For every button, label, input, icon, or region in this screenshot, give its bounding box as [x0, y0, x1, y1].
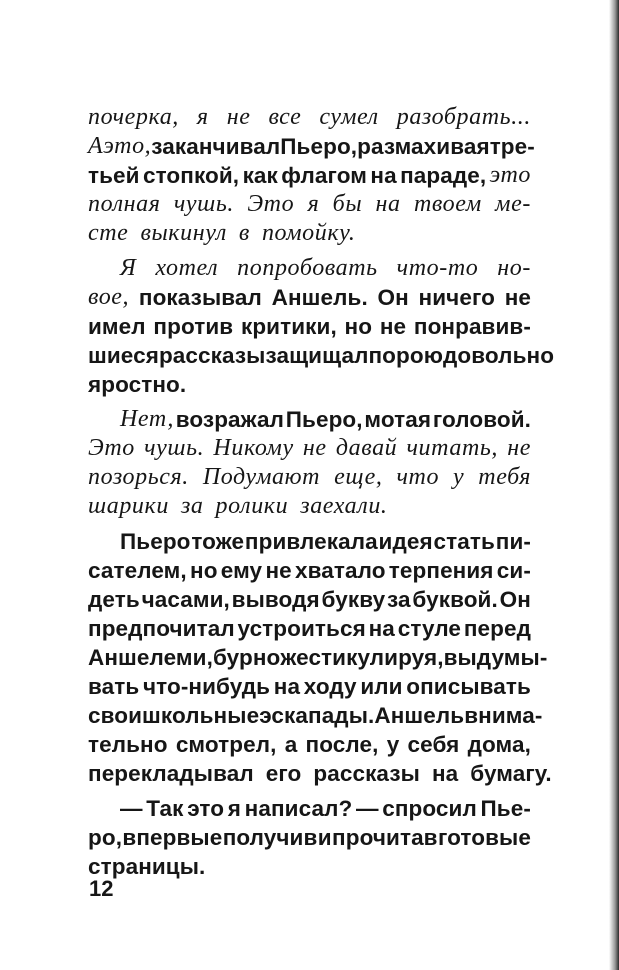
word: буквой. [412, 587, 498, 612]
text-line [88, 341, 555, 370]
word: почерка, [88, 104, 179, 130]
text-line [88, 556, 531, 585]
word: хватало [295, 558, 386, 583]
text-line [88, 190, 531, 219]
word: Пьеро, [285, 407, 363, 432]
word: часами, [141, 587, 230, 612]
word: мотая [364, 407, 432, 432]
word: что-нибудь [142, 674, 271, 699]
word: си- [496, 558, 531, 583]
word: ничего [418, 285, 495, 310]
word: Аншелем [88, 645, 193, 670]
body-text [88, 103, 555, 881]
word: перед [463, 616, 531, 641]
word: на [370, 163, 397, 188]
word: бумагу. [470, 761, 552, 786]
word: шарики [88, 493, 169, 519]
word: Он [499, 587, 531, 612]
word: как [242, 163, 278, 188]
word: дома, [467, 732, 531, 757]
text-line [88, 701, 543, 730]
word: смотрел, [175, 732, 277, 757]
word: порою [368, 343, 444, 368]
text-line [88, 161, 531, 190]
word: заканчивал [151, 134, 281, 159]
word: я [227, 796, 241, 821]
word: написал? [244, 796, 353, 821]
word: ему [220, 558, 263, 583]
word: я [196, 104, 209, 130]
word: размахивая [357, 134, 490, 159]
text-line [88, 103, 531, 132]
text-line [88, 852, 531, 881]
word: критики, [240, 314, 337, 339]
text-line [88, 312, 531, 341]
word: Пьеро, [280, 134, 358, 159]
word: спросил [382, 796, 477, 821]
word: Подумают [202, 464, 321, 490]
word: чушь. [144, 435, 205, 461]
word: описывать [406, 674, 531, 699]
word: в [238, 220, 250, 246]
word: но [344, 314, 373, 339]
word: полная [88, 191, 161, 217]
word: имел [88, 314, 146, 339]
word: Это [247, 191, 295, 217]
word: привлекала [244, 529, 378, 554]
word: после, [305, 732, 379, 757]
word: не [265, 558, 292, 583]
word: возражал [175, 407, 285, 432]
word: давай [335, 435, 398, 461]
word: это [489, 162, 531, 188]
word: сателем, [88, 558, 187, 583]
word: предпочитал [88, 616, 235, 641]
text-line [88, 434, 531, 463]
page-number: 12 [89, 876, 114, 901]
text-line [88, 585, 531, 614]
word: чушь. [173, 191, 235, 217]
word: и, [192, 645, 213, 670]
word: не [226, 104, 251, 130]
word: тоже [191, 529, 245, 554]
text-line [88, 219, 531, 248]
word: выкинул [140, 220, 227, 246]
word: тьей [88, 163, 140, 188]
word: впервые [122, 825, 223, 850]
word: за [180, 493, 204, 519]
word: стуле [397, 616, 462, 641]
text-line [88, 405, 531, 434]
word: букву [321, 587, 386, 612]
text-line [88, 643, 548, 672]
word: бы [332, 191, 363, 217]
word: ме- [495, 191, 531, 217]
word: помойку. [261, 220, 356, 246]
word: выводя [231, 587, 320, 612]
word: рассказы [313, 761, 420, 786]
word: Он [377, 285, 409, 310]
word: стопкой, [143, 163, 240, 188]
word: свои [88, 703, 143, 728]
word: не [504, 285, 531, 310]
text-line [88, 527, 531, 556]
word: себя [407, 732, 460, 757]
word: готовые [437, 825, 531, 850]
word: ро, [88, 825, 123, 850]
word: попробовать [237, 255, 378, 281]
word: пи- [495, 529, 531, 554]
word: Нет, [120, 406, 174, 432]
word: А [88, 133, 104, 159]
text-line [88, 370, 531, 399]
text-line [88, 794, 531, 823]
word: против [153, 314, 234, 339]
word: но- [497, 255, 531, 281]
word: головой. [432, 407, 531, 432]
word: позорься. [88, 464, 189, 490]
word: ходу [303, 674, 357, 699]
word: внима- [464, 703, 543, 728]
word: перекладывал [88, 761, 254, 786]
word: получив [222, 825, 318, 850]
word: устроиться [237, 616, 366, 641]
word: но [190, 558, 218, 583]
text-line [88, 823, 531, 852]
word: идея [378, 529, 433, 554]
text-line [88, 132, 535, 161]
word: Никому [213, 435, 294, 461]
word: эскапады. [259, 703, 375, 728]
word: довольно [443, 343, 555, 368]
word: и [317, 825, 332, 850]
word: заехали. [300, 493, 388, 519]
word: тре- [489, 134, 535, 159]
word: на [368, 616, 395, 641]
word: Пье- [480, 796, 531, 821]
word: это [187, 796, 225, 821]
word: Аншель [374, 703, 465, 728]
word: не [379, 314, 407, 339]
word: за [386, 587, 411, 612]
word: бурно [212, 645, 281, 670]
word: Я [120, 255, 137, 281]
word: сте [88, 220, 129, 246]
word: еще, [334, 464, 383, 490]
word: показывал [138, 285, 262, 310]
word: вое, [88, 284, 130, 310]
word: рассказы [158, 343, 266, 368]
word: Это [88, 435, 135, 461]
word: шиеся [88, 343, 159, 368]
word: хотел [155, 255, 219, 281]
word: прочитав [332, 825, 438, 850]
word: его [265, 761, 302, 786]
word: сумел [319, 104, 379, 130]
word: Аншель. [271, 285, 368, 310]
word: тебя [478, 464, 531, 490]
text-line [88, 492, 531, 521]
word: у [453, 464, 465, 490]
word: или [360, 674, 403, 699]
word: твоем [414, 191, 482, 217]
word: страницы. [88, 854, 206, 879]
text-line [88, 283, 531, 312]
text-line [88, 672, 531, 701]
page-edge-shadow [609, 0, 619, 970]
word: ролики [215, 493, 289, 519]
word: не [302, 435, 327, 461]
word: яростно. [88, 372, 187, 397]
text-line [88, 254, 531, 283]
word: флагом [281, 163, 367, 188]
text-line [88, 759, 552, 788]
text-line [88, 463, 531, 492]
word: что-то [396, 255, 479, 281]
word: что [396, 464, 440, 490]
text-line [88, 614, 531, 643]
word: — [120, 796, 143, 821]
word: стать [433, 529, 495, 554]
word: читать, [406, 435, 499, 461]
word: разобрать... [396, 104, 531, 130]
word: не [507, 435, 531, 461]
word: школьные [142, 703, 260, 728]
word: терпения [388, 558, 494, 583]
word: понравив- [413, 314, 531, 339]
word: Так [146, 796, 184, 821]
word: жестикулируя, [280, 645, 444, 670]
word: Пьеро [120, 529, 191, 554]
word: тельно [88, 732, 168, 757]
word: я [307, 191, 320, 217]
word: на [375, 191, 401, 217]
word: защищал [265, 343, 369, 368]
word: — [355, 796, 379, 821]
word: все [268, 104, 302, 130]
word: а [284, 732, 298, 757]
word: вать [88, 674, 140, 699]
text-line [88, 730, 531, 759]
word: деть [88, 587, 140, 612]
word: параде, [400, 163, 487, 188]
word: выдумы- [443, 645, 548, 670]
word: на [273, 674, 301, 699]
word: у [386, 732, 400, 757]
word: это, [103, 133, 152, 159]
word: на [431, 761, 459, 786]
